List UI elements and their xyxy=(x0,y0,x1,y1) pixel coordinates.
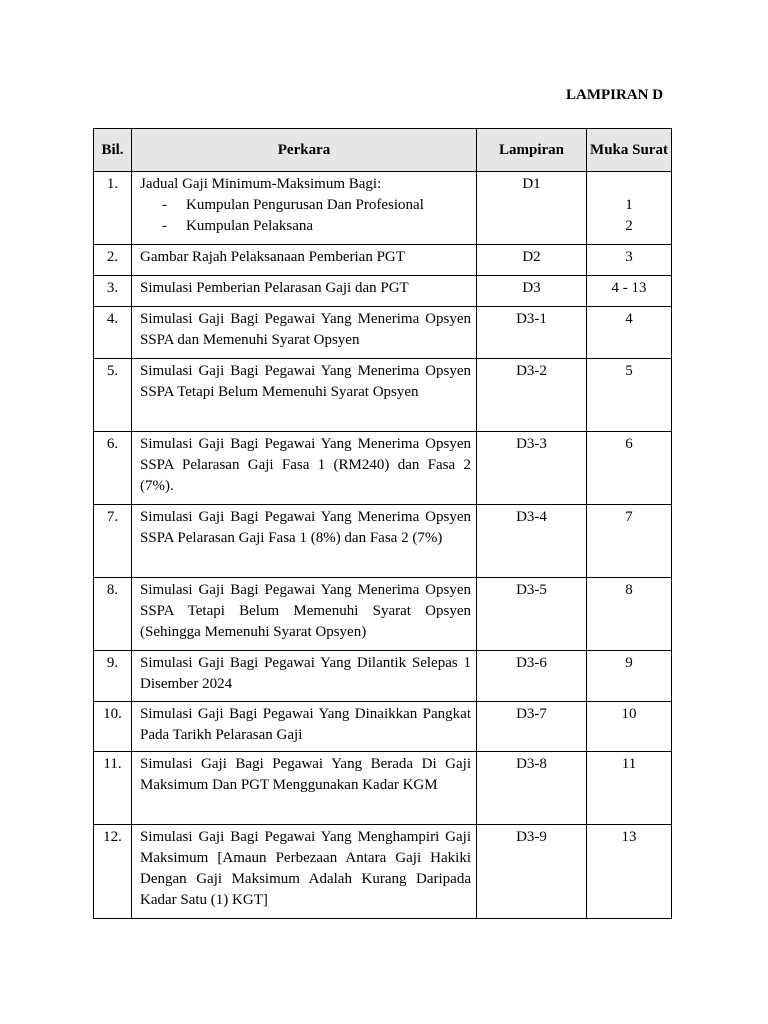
row-number: 10. xyxy=(94,702,132,752)
row-muka-surat: 8 xyxy=(587,578,672,651)
row-lampiran: D3-5 xyxy=(477,578,587,651)
table-row xyxy=(94,432,672,505)
row-perkara: Simulasi Gaji Bagi Pegawai Yang Menerima Opsyen SSPA dan Memenuhi Syarat Opsyen xyxy=(132,307,477,359)
row-muka-surat: 10 xyxy=(587,702,672,752)
table-header-row xyxy=(94,129,672,172)
page-blank xyxy=(587,174,671,195)
table-row xyxy=(94,172,672,245)
row-perkara: Simulasi Gaji Bagi Pegawai Yang Menerima Opsyen SSPA Pelarasan Gaji Fasa 1 (RM240) dan Fasa 2 (7%). xyxy=(132,432,477,505)
table-row xyxy=(94,505,672,578)
header-muka-surat: Muka Surat xyxy=(587,129,672,172)
table-row xyxy=(94,276,672,307)
sub-item-label: Kumpulan Pengurusan Dan Profesional xyxy=(186,197,424,213)
row-perkara: Simulasi Gaji Bagi Pegawai Yang Menerima Opsyen SSPA Tetapi Belum Memenuhi Syarat Opsyen (Sehingga Memenuhi Syarat Opsyen) xyxy=(132,578,477,651)
row-muka-surat: 9 xyxy=(587,651,672,702)
row-perkara: Simulasi Gaji Bagi Pegawai Yang Berada Di Gaji Maksimum Dan PGT Menggunakan Kadar KGM xyxy=(132,752,477,825)
table-row xyxy=(94,578,672,651)
table-row xyxy=(94,825,672,919)
sub-item-label: Kumpulan Pelaksana xyxy=(186,218,314,234)
row-number: 3. xyxy=(94,276,132,307)
row-lampiran: D3-2 xyxy=(477,359,587,432)
row-muka-surat: 3 xyxy=(587,245,672,276)
row-lampiran: D3-3 xyxy=(477,432,587,505)
document-heading: LAMPIRAN D xyxy=(566,87,664,103)
appendix-table xyxy=(93,128,672,919)
header-bil: Bil. xyxy=(94,129,132,172)
row-muka-surat: 4 xyxy=(587,307,672,359)
row-muka-surat: 6 xyxy=(587,432,672,505)
row-muka-surat: 7 xyxy=(587,505,672,578)
row-muka-surat xyxy=(587,172,672,245)
row-perkara: Simulasi Gaji Bagi Pegawai Yang Menghampiri Gaji Maksimum [Amaun Perbezaan Antara Gaji Hakiki Dengan Gaji Maksimum Adalah Kurang Daripada Kadar Satu (1) KGT] xyxy=(132,825,477,919)
sub-item: - Kumpulan Pelaksana xyxy=(140,216,471,237)
row-number: 2. xyxy=(94,245,132,276)
row-lampiran: D1 xyxy=(477,172,587,245)
table-row xyxy=(94,651,672,702)
row-lampiran: D3-8 xyxy=(477,752,587,825)
row-number: 11. xyxy=(94,752,132,825)
row-lampiran: D3 xyxy=(477,276,587,307)
header-perkara: Perkara xyxy=(132,129,477,172)
row-number: 1. xyxy=(94,172,132,245)
row-perkara: Simulasi Gaji Bagi Pegawai Yang Dilantik Selepas 1 Disember 2024 xyxy=(132,651,477,702)
row-perkara: Gambar Rajah Pelaksanaan Pemberian PGT xyxy=(132,245,477,276)
row-lampiran: D3-9 xyxy=(477,825,587,919)
row-muka-surat: 11 xyxy=(587,752,672,825)
row-number: 4. xyxy=(94,307,132,359)
row-number: 8. xyxy=(94,578,132,651)
row-lampiran: D3-1 xyxy=(477,307,587,359)
row-lampiran: D3-4 xyxy=(477,505,587,578)
sub-item: - Kumpulan Pengurusan Dan Profesional xyxy=(140,195,471,216)
table-row xyxy=(94,245,672,276)
row-perkara: Simulasi Gaji Bagi Pegawai Yang Menerima Opsyen SSPA Tetapi Belum Memenuhi Syarat Opsyen xyxy=(132,359,477,432)
row-perkara: Simulasi Gaji Bagi Pegawai Yang Menerima Opsyen SSPA Pelarasan Gaji Fasa 1 (8%) dan Fasa 2 (7%) xyxy=(132,505,477,578)
sub-item-page: 1 xyxy=(625,197,633,213)
row-perkara: Simulasi Pemberian Pelarasan Gaji dan PGT xyxy=(132,276,477,307)
row-muka-surat: 13 xyxy=(587,825,672,919)
row-perkara xyxy=(132,172,477,245)
table-row xyxy=(94,307,672,359)
row-lampiran: D3-6 xyxy=(477,651,587,702)
row-muka-surat: 4 - 13 xyxy=(587,276,672,307)
row-number: 12. xyxy=(94,825,132,919)
table-row xyxy=(94,752,672,825)
row-perkara-text: Jadual Gaji Minimum-Maksimum Bagi: xyxy=(140,176,382,192)
row-number: 6. xyxy=(94,432,132,505)
table-row xyxy=(94,702,672,752)
sub-item-page: 2 xyxy=(625,218,633,234)
row-lampiran: D3-7 xyxy=(477,702,587,752)
row-number: 7. xyxy=(94,505,132,578)
row-lampiran: D2 xyxy=(477,245,587,276)
row-muka-surat: 5 xyxy=(587,359,672,432)
table-row xyxy=(94,359,672,432)
row-number: 9. xyxy=(94,651,132,702)
header-lampiran: Lampiran xyxy=(477,129,587,172)
row-perkara: Simulasi Gaji Bagi Pegawai Yang Dinaikkan Pangkat Pada Tarikh Pelarasan Gaji xyxy=(132,702,477,752)
row-number: 5. xyxy=(94,359,132,432)
